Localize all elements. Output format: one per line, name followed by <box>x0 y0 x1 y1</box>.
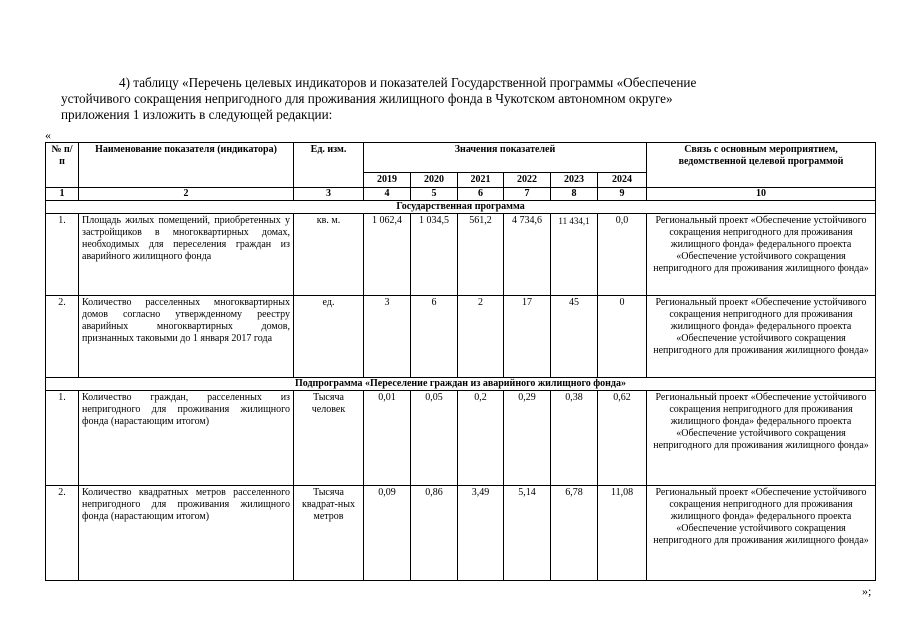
indicator-value: 0,2 <box>458 391 504 486</box>
indicator-value: 0,29 <box>504 391 551 486</box>
indicator-value: 0,62 <box>598 391 647 486</box>
indicator-value: 1 062,4 <box>364 214 411 296</box>
indicator-value: 0,86 <box>411 486 458 581</box>
indicator-value: 45 <box>551 296 598 378</box>
related-activity: Региональный проект «Обеспечение устойчивого сокращения непригодного для проживания жилищного фонда» федерального проекта «Обеспечение устойчивого сокращения непригодного для проживания жилищного фонда» <box>647 296 876 378</box>
row-number: 2. <box>46 486 79 581</box>
unit: Тысяча квадрат-ных метров <box>294 486 364 581</box>
indicator-value: 11 434,1 <box>551 214 598 296</box>
column-number: 8 <box>551 188 598 201</box>
header-name: Наименование показателя (индикатора) <box>79 143 294 188</box>
indicator-value: 3 <box>364 296 411 378</box>
indicator-name: Количество квадратных метров расселенного непригодного для проживания жилищного фонда (нарастающим итогом) <box>79 486 294 581</box>
column-number: 9 <box>598 188 647 201</box>
year-header: 2019 <box>364 173 411 188</box>
indicator-name: Площадь жилых помещений, приобретенных у застройщиков в многоквартирных домах, необходимых для переселения граждан из аварийного жилищного фонда <box>79 214 294 296</box>
closing-quote: »; <box>862 584 872 598</box>
year-header: 2022 <box>504 173 551 188</box>
year-header: 2024 <box>598 173 647 188</box>
indicator-value: 0,09 <box>364 486 411 581</box>
opening-quote: « <box>45 128 51 142</box>
row-number: 1. <box>46 391 79 486</box>
section-state-program: Государственная программа <box>46 201 876 214</box>
indicator-name: Количество граждан, расселенных из непригодного для проживания жилищного фонда (нарастающим итогом) <box>79 391 294 486</box>
intro-line-1: 4) таблицу «Перечень целевых индикаторов и показателей Государственной программы «Обеспечение <box>119 75 697 90</box>
year-header: 2021 <box>458 173 504 188</box>
column-number: 2 <box>79 188 294 201</box>
indicator-value: 17 <box>504 296 551 378</box>
indicator-value: 0,01 <box>364 391 411 486</box>
indicator-value: 6,78 <box>551 486 598 581</box>
table-row <box>46 296 876 378</box>
indicator-name: Количество расселенных многоквартирных домов согласно утвержденному реестру аварийных многоквартирных домов, признанных таковыми до 1 января 2017 года <box>79 296 294 378</box>
column-number: 5 <box>411 188 458 201</box>
table-row <box>46 486 876 581</box>
unit: ед. <box>294 296 364 378</box>
indicator-value: 4 734,6 <box>504 214 551 296</box>
column-number: 6 <box>458 188 504 201</box>
year-header: 2023 <box>551 173 598 188</box>
row-number: 2. <box>46 296 79 378</box>
indicator-value: 0,05 <box>411 391 458 486</box>
row-number: 1. <box>46 214 79 296</box>
related-activity: Региональный проект «Обеспечение устойчивого сокращения непригодного для проживания жилищного фонда» федерального проекта «Обеспечение устойчивого сокращения непригодного для проживания жилищного фонда» <box>647 214 876 296</box>
indicator-value: 1 034,5 <box>411 214 458 296</box>
indicator-value: 0,0 <box>598 214 647 296</box>
indicator-value: 6 <box>411 296 458 378</box>
header-num: № п/п <box>46 143 79 188</box>
intro-paragraph <box>61 75 843 123</box>
indicator-value: 0 <box>598 296 647 378</box>
column-number: 1 <box>46 188 79 201</box>
header-link: Связь с основным мероприятием, ведомственной целевой программой <box>647 143 876 188</box>
intro-line-3: приложения 1 изложить в следующей редакции: <box>61 107 333 122</box>
column-number: 4 <box>364 188 411 201</box>
year-header: 2020 <box>411 173 458 188</box>
header-unit: Ед. изм. <box>294 143 364 188</box>
unit: Тысяча человек <box>294 391 364 486</box>
table-row <box>46 214 876 296</box>
indicator-value: 561,2 <box>458 214 504 296</box>
indicator-value: 3,49 <box>458 486 504 581</box>
intro-line-2: устойчивого сокращения непригодного для проживания жилищного фонда в Чукотском автономном округе» <box>61 91 673 106</box>
header-values: Значения показателей <box>364 143 647 173</box>
indicator-value: 5,14 <box>504 486 551 581</box>
column-number: 10 <box>647 188 876 201</box>
section-subprogram: Подпрограмма «Переселение граждан из аварийного жилищного фонда» <box>46 378 876 391</box>
table-row <box>46 391 876 486</box>
indicator-value: 2 <box>458 296 504 378</box>
related-activity: Региональный проект «Обеспечение устойчивого сокращения непригодного для проживания жилищного фонда» федерального проекта «Обеспечение устойчивого сокращения непригодного для проживания жилищного фонда» <box>647 391 876 486</box>
column-number: 3 <box>294 188 364 201</box>
indicator-value: 11,08 <box>598 486 647 581</box>
related-activity: Региональный проект «Обеспечение устойчивого сокращения непригодного для проживания жилищного фонда» федерального проекта «Обеспечение устойчивого сокращения непригодного для проживания жилищного фонда» <box>647 486 876 581</box>
indicators-table <box>45 142 876 581</box>
indicator-value: 0,38 <box>551 391 598 486</box>
column-number: 7 <box>504 188 551 201</box>
unit: кв. м. <box>294 214 364 296</box>
